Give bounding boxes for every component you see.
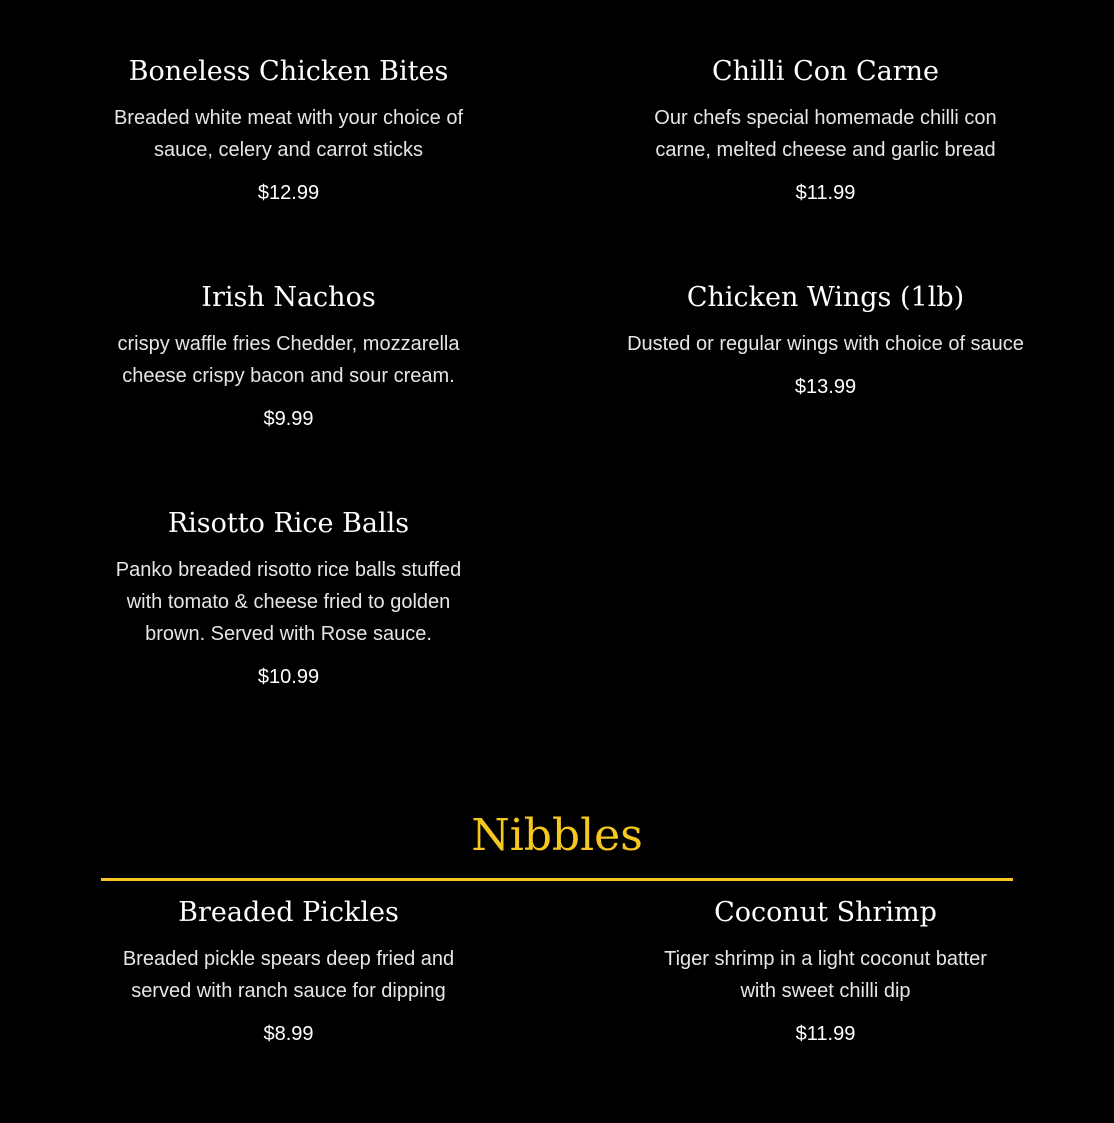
menu-item-description: Dusted or regular wings with choice of sauce bbox=[627, 333, 1024, 355]
menu-item-description: Our chefs special homemade chilli con carne, melted cheese and garlic bread bbox=[654, 107, 997, 161]
menu-item-price: $11.99 bbox=[795, 182, 856, 204]
menu-item-breaded-pickles bbox=[20, 897, 557, 1123]
menu-item-title: Breaded Pickles bbox=[178, 897, 399, 928]
menu-item-title: Risotto Rice Balls bbox=[167, 508, 410, 539]
section-title-nibbles: Nibbles bbox=[471, 810, 643, 861]
menu-item-price: $10.99 bbox=[257, 666, 320, 688]
menu-item-price: $8.99 bbox=[263, 1023, 314, 1045]
nibbles-menu-grid bbox=[20, 897, 1094, 1123]
menu-item-description: Breaded white meat with your choice of sauce, celery and carrot sticks bbox=[113, 107, 464, 161]
menu-item-chicken-wings bbox=[557, 282, 1094, 508]
menu-item-title: Boneless Chicken Bites bbox=[128, 56, 449, 87]
menu-item-description: Tiger shrimp in a light coconut batter with sweet chilli dip bbox=[664, 948, 987, 1002]
menu-item-coconut-shrimp bbox=[557, 897, 1094, 1123]
menu-item-description: Breaded pickle spears deep fried and served with ranch sauce for dipping bbox=[122, 948, 455, 1002]
menu-item-price: $11.99 bbox=[795, 1023, 856, 1045]
section-divider bbox=[101, 878, 1013, 881]
menu-item-title: Coconut Shrimp bbox=[714, 897, 937, 928]
menu-item-price: $12.99 bbox=[257, 182, 320, 204]
menu-item-boneless-chicken-bites bbox=[20, 56, 557, 282]
menu-item-price: $9.99 bbox=[263, 408, 314, 430]
menu-item-irish-nachos bbox=[20, 282, 557, 508]
menu-item-title: Chicken Wings (1lb) bbox=[686, 282, 965, 313]
menu-item-price: $13.99 bbox=[794, 376, 857, 398]
menu-item-title: Chilli Con Carne bbox=[711, 56, 940, 87]
starters-menu-grid bbox=[20, 56, 1094, 734]
menu-item-description: Panko breaded risotto rice balls stuffed with tomato & cheese fried to golden brown. Served with Rose sauce. bbox=[115, 559, 462, 645]
menu-item-risotto-rice-balls bbox=[20, 508, 557, 734]
menu-item-title: Irish Nachos bbox=[201, 282, 376, 313]
menu-item-description: crispy waffle fries Chedder, mozzarella cheese crispy bacon and sour cream. bbox=[117, 333, 460, 387]
menu-item-chilli-con-carne bbox=[557, 56, 1094, 282]
